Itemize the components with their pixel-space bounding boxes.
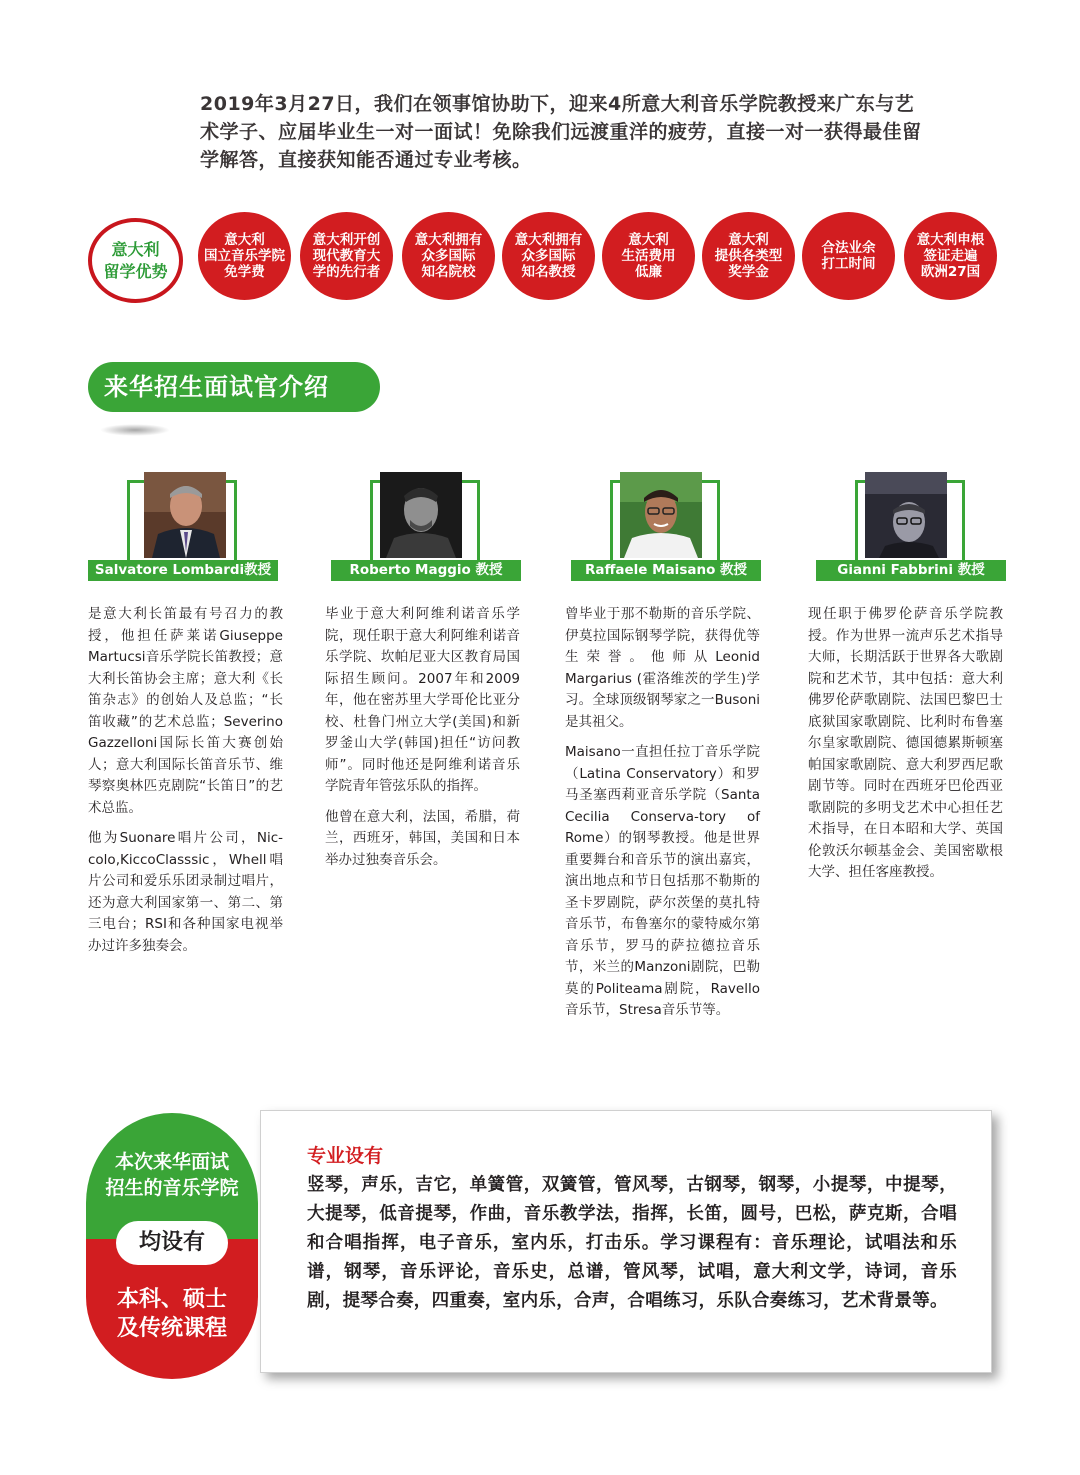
advantage-text-7: 合法业余 打工时间 [821, 240, 876, 272]
advantage-circle-8 [904, 212, 997, 300]
advantages-main-label [88, 218, 183, 303]
advantage-circle-1 [198, 212, 291, 300]
bio-paragraph: 他为Suonare唱片公司，Nic-colo,KiccoClasssic，Whell唱片公司和爱乐乐团录制过唱片，还为意大利国家第一、第二、第三电台；RSI和各种国家电视举办过许多独奏会。 [88, 830, 283, 954]
professor-photo-4 [865, 472, 947, 558]
badge-middle-label: 均设有 [116, 1221, 228, 1265]
badge-bottom-text: 本科、硕士 及传统课程 [116, 1287, 227, 1341]
bio-paragraph: 他曾在意大利，法国，希腊，荷兰，西班牙，韩国，美国和日本举办过独奏音乐会。 [325, 808, 520, 868]
advantage-text-6: 意大利 提供各类型 奖学金 [714, 232, 783, 280]
professor-bio-4 [808, 604, 1003, 893]
photo-frame [717, 480, 720, 560]
professor-name-4: Gianni Fabbrini 教授 [816, 560, 1006, 581]
professor-name-3: Raffaele Maisano 教授 [571, 560, 761, 581]
advantage-circle-7 [802, 212, 895, 300]
photo-frame [855, 480, 858, 560]
advantage-text-4: 意大利拥有 众多国际 知名教授 [514, 232, 583, 280]
intro-paragraph: 2019年3月27日，我们在领事馆协助下，迎来4所意大利音乐学院教授来广东与艺术学子、应届毕业生一对一面试！免除我们远渡重洋的疲劳，直接一对一获得最佳留学解答，直接获知能否通过专业考核。 [200, 93, 922, 171]
professor-name-1: Salvatore Lombardi教授 [88, 560, 278, 581]
professor-photo-1 [144, 472, 226, 558]
professor-card-4 [810, 470, 1010, 585]
advantage-circle-3 [402, 212, 495, 300]
courses-text: 竖琴，声乐，吉它，单簧管，双簧管，管风琴，古钢琴，钢琴，小提琴，中提琴，大提琴，低音提琴，作曲，音乐教学法，指挥，长笛，圆号，巴松，萨克斯，合唱和合唱指挥，电子音乐，室内乐，打击乐。学习课程有：音乐理论，试唱法和乐谱，钢琴，音乐评论，音乐史，总谱，管风琴，试唱，意大利文学，诗词，音乐剧，提琴合奏，四重奏，室内乐，合声，合唱练习，乐队合奏练习，艺术背景等。 [307, 1175, 957, 1311]
advantage-circle-4 [502, 212, 595, 300]
advantage-text-8: 意大利申根 签证走遍 欧洲27国 [916, 232, 985, 280]
professor-photo-2 [380, 472, 462, 558]
advantage-text-3: 意大利拥有 众多国际 知名院校 [414, 232, 483, 280]
bio-paragraph: 是意大利长笛最有号召力的教授，他担任萨莱诺Giuseppe Martucsi音乐学院长笛教授；意大利长笛协会主席；意大利《长笛杂志》的创始人及总监；“长笛收藏”的艺术总监；Severino Gazzelloni国际长笛大赛创始人；意大利国际长笛音乐节、维琴察奥林匹克剧院“长笛日”的艺术总监。 [88, 606, 283, 816]
professor-name-2: Roberto Maggio 教授 [331, 560, 521, 581]
courses-title: 专业设有 [307, 1145, 384, 1167]
courses-box [260, 1110, 992, 1373]
professor-bio-2 [325, 604, 520, 880]
banner-shadow [100, 424, 170, 436]
programs-badge [86, 1113, 258, 1379]
advantage-circle-6 [702, 212, 795, 300]
professor-bio-1 [88, 604, 283, 966]
photo-frame [962, 480, 965, 560]
professor-photo-3 [620, 472, 702, 558]
advantage-text-5: 意大利 生活费用 低廉 [621, 232, 676, 280]
advantage-circle-2 [300, 212, 393, 300]
advantage-circle-5 [602, 212, 695, 300]
section-title-banner: 来华招生面试官介绍 [88, 362, 380, 412]
photo-frame [477, 480, 480, 560]
professor-card-1 [82, 470, 282, 585]
photo-frame [127, 480, 130, 560]
photo-frame [234, 480, 237, 560]
professor-bio-3 [565, 604, 760, 1031]
advantage-text-1: 意大利 国立音乐学院 免学费 [204, 232, 285, 280]
bio-paragraph: Maisano一直担任拉丁音乐学院（Latina Conservatory）和罗马圣塞西莉亚音乐学院（Santa Cecilia Conserva-tory of Rome）的钢琴教授。他是世界重要舞台和音乐节的演出嘉宾，演出地点和节日包括那不勒斯的圣卡罗剧院，萨尔茨堡的莫扎特音乐节，布鲁塞尔的蒙特威尔第音乐节，罗马的萨拉德拉音乐节，米兰的Manzoni剧院，巴勒莫的Politeama剧院，Ravello音乐节，Stresa音乐节等。 [565, 744, 760, 1018]
bio-paragraph: 毕业于意大利阿维利诺音乐学院，现任职于意大利阿维利诺音乐学院、坎帕尼亚大区教育局国际招生顾问。2007年和2009年，他在密苏里大学哥伦比亚分校、杜鲁门州立大学(美国)和新罗釜山大学(韩国)担任“访问教师”。同时他还是阿维利诺音乐学院青年管弦乐队的指挥。 [325, 606, 520, 794]
bio-paragraph: 曾毕业于那不勒斯的音乐学院、伊莫拉国际钢琴学院，获得优等生荣誉。他师从Leonid Margarius (霍洛维茨的学生)学习。全球顶级钢琴家之一Busoni是其祖父。 [565, 606, 760, 730]
bio-paragraph: 现任职于佛罗伦萨音乐学院教授。作为世界一流声乐艺术指导大师，长期活跃于世界各大歌剧院和艺术节，其中包括：意大利佛罗伦萨歌剧院、法国巴黎巴士底狱国家歌剧院、比利时布鲁塞尔皇家歌剧院、德国德累斯顿塞帕国家歌剧院、意大利罗西尼歌剧节等。同时在西班牙巴伦西亚歌剧院的多明戈艺术中心担任艺术指导，在日本昭和大学、英国伦敦沃尔顿基金会、美国密歇根大学、担任客座教授。 [808, 606, 1003, 880]
advantages-main-text: 意大利 留学优势 [103, 239, 168, 281]
photo-frame [370, 480, 373, 560]
professor-card-3 [565, 470, 765, 585]
professor-card-2 [325, 470, 525, 585]
advantage-text-2: 意大利开创 现代教育大 学的先行者 [312, 232, 381, 280]
badge-top-text: 本次来华面试 招生的音乐学院 [105, 1151, 239, 1199]
photo-frame [610, 480, 613, 560]
